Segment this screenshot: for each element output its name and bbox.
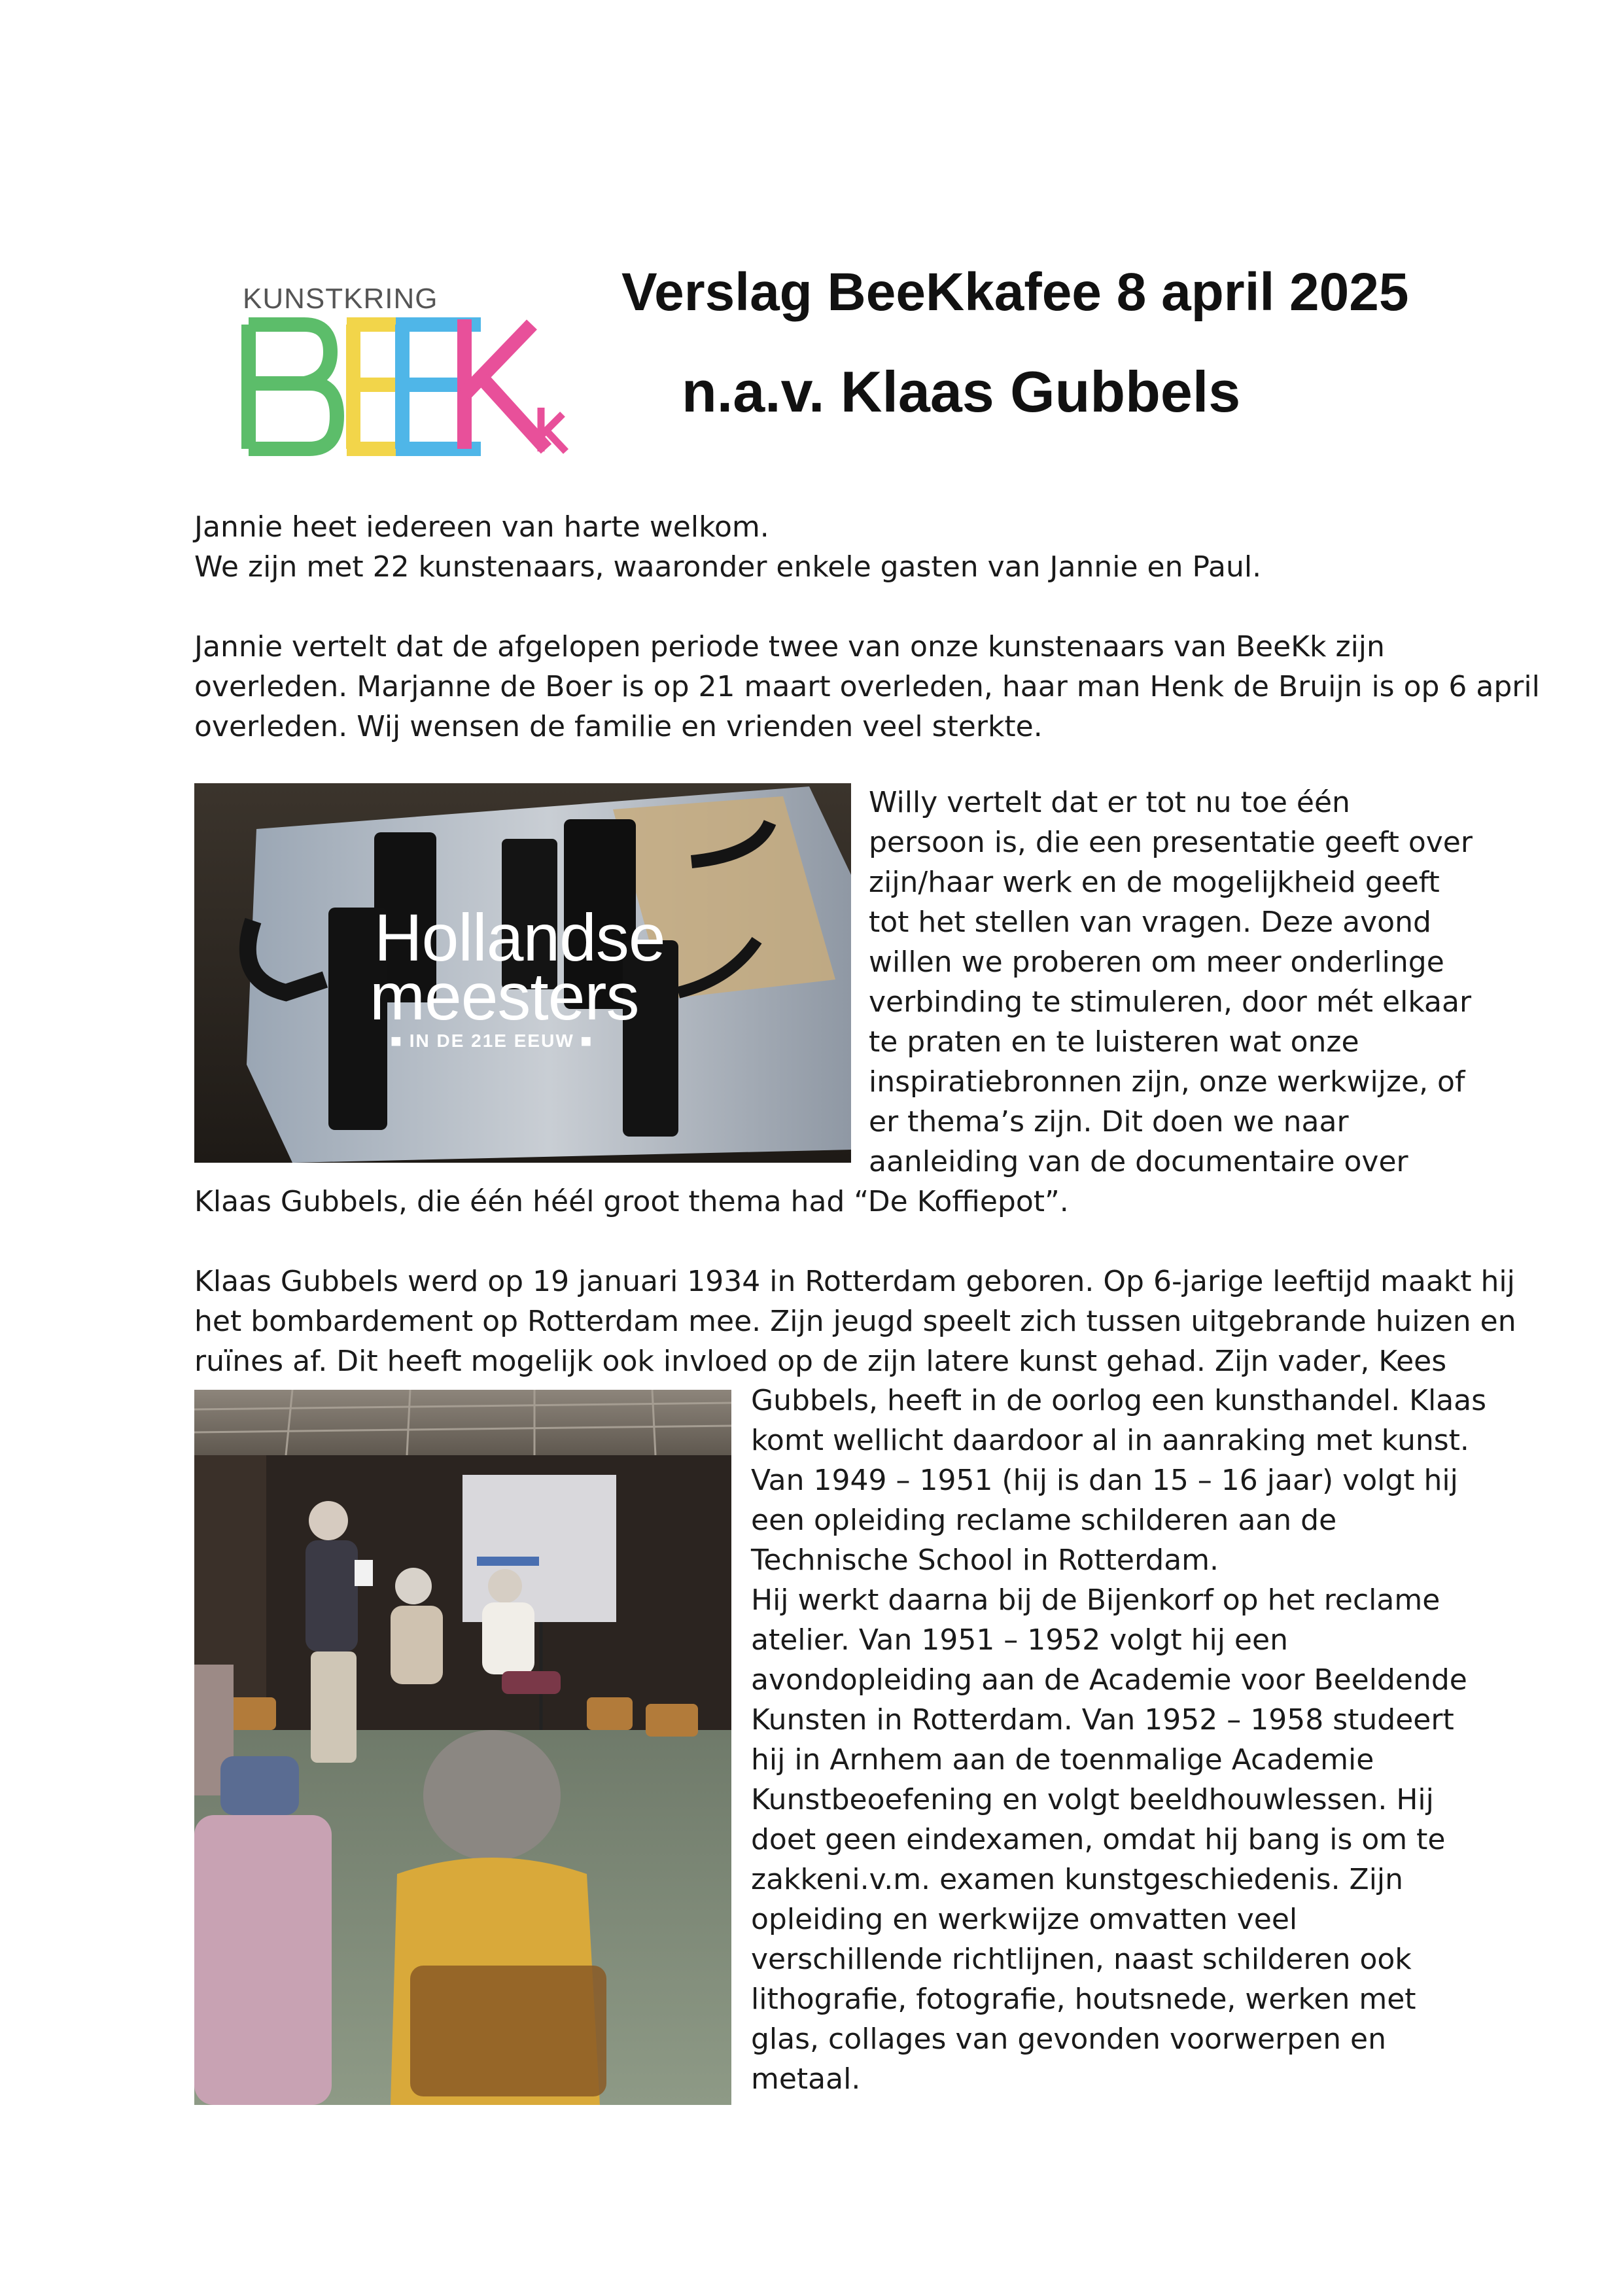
meeting-photo [194,1390,731,2105]
hollandse-meesters-photo [194,783,851,1163]
text-line: verbinding te stimuleren, door mét elkaar [869,985,1472,1019]
text-line: overleden. Marjanne de Boer is op 21 maart overleden, haar man Henk de Bruijn is op 6 april [194,670,1540,703]
text-line: komt wellicht daardoor al in aanraking met kunst. [751,1424,1469,1457]
text-line: Gubbels, heeft in de oorlog een kunsthandel. Klaas [751,1384,1487,1417]
text-line: Willy vertelt dat er tot nu toe één [869,786,1350,819]
text-line: atelier. Van 1951 – 1952 volgt hij een [751,1623,1288,1657]
logo-wordmark: KUNSTKRING [243,283,438,315]
text-line: Hij werkt daarna bij de Bijenkorf op het reclame [751,1583,1440,1617]
kunstkring-beekk-logo [239,280,605,458]
text-line: Van 1949 – 1951 (hij is dan 15 – 16 jaar) volgt hij [751,1464,1458,1497]
text-line: te praten en te luisteren wat onze [869,1025,1359,1059]
text-line: Klaas Gubbels, die één héél groot thema had “De Koffiepot”. [194,1185,1069,1218]
text-line: een opleiding reclame schilderen aan de [751,1504,1337,1537]
photo-caption-line: ■ IN DE 21E EEUW ■ [391,1031,593,1051]
text-line: persoon is, die een presentatie geeft over [869,826,1473,859]
biography-paragraph [194,1262,1516,1381]
text-line: overleden. Wij wensen de familie en vrienden veel sterkte. [194,710,1043,743]
text-line: inspiratiebronnen zijn, onze werkwijze, of [869,1065,1465,1099]
text-line: er thema’s zijn. Dit doen we naar [869,1105,1349,1139]
text-line: glas, collages van gevonden voorwerpen en [751,2022,1386,2056]
photo-title-line: meesters [370,959,639,1034]
text-line: doet geen eindexamen, omdat hij bang is om te [751,1823,1446,1856]
biography-continued [751,1381,1486,2099]
text-line: avondopleiding aan de Academie voor Beeldende [751,1663,1467,1697]
willy-paragraph [869,783,1473,1182]
text-line: Technische School in Rotterdam. [751,1544,1219,1577]
welcome-paragraph [194,507,1261,587]
text-line: metaal. [751,2062,861,2096]
text-line: opleiding en werkwijze omvatten veel [751,1903,1298,1936]
text-line: Kunstbeoefening en volgt beeldhouwlessen. Hij [751,1783,1434,1816]
photo-title-line: Hollandse [374,900,665,975]
text-line: zijn/haar werk en de mogelijkheid geeft [869,866,1440,899]
text-line: tot het stellen van vragen. Deze avond [869,906,1431,939]
text-line: Kunsten in Rotterdam. Van 1952 – 1958 studeert [751,1703,1454,1737]
text-line: aanleiding van de documentaire over [869,1145,1408,1178]
page-subtitle: n.a.v. Klaas Gubbels [682,359,1241,424]
text-line: lithografie, fotografie, houtsnede, werken met [751,1983,1416,2016]
page-title: Verslag BeeKkafee 8 april 2025 [621,262,1409,322]
text-line: Jannie heet iedereen van harte welkom. [194,510,769,544]
text-line: het bombardement op Rotterdam mee. Zijn jeugd speelt zich tussen uitgebrande huizen en [194,1305,1516,1338]
text-line: zakkeni.v.m. examen kunstgeschiedenis. Zijn [751,1863,1404,1896]
in-memoriam-paragraph [194,627,1540,747]
text-line: We zijn met 22 kunstenaars, waaronder enkele gasten van Jannie en Paul. [194,550,1262,584]
text-line: ruïnes af. Dit heeft mogelijk ook invloed op de zijn latere kunst gehad. Zijn vader, Kees [194,1345,1447,1378]
text-line: willen we proberen om meer onderlinge [869,945,1444,979]
text-line: verschillende richtlijnen, naast schilderen ook [751,1943,1412,1976]
text-line: Klaas Gubbels werd op 19 januari 1934 in Rotterdam geboren. Op 6-jarige leeftijd maakt hij [194,1265,1515,1298]
text-line: Jannie vertelt dat de afgelopen periode twee van onze kunstenaars van BeeKk zijn [194,630,1385,663]
text-line: hij in Arnhem aan de toenmalige Academie [751,1743,1374,1776]
